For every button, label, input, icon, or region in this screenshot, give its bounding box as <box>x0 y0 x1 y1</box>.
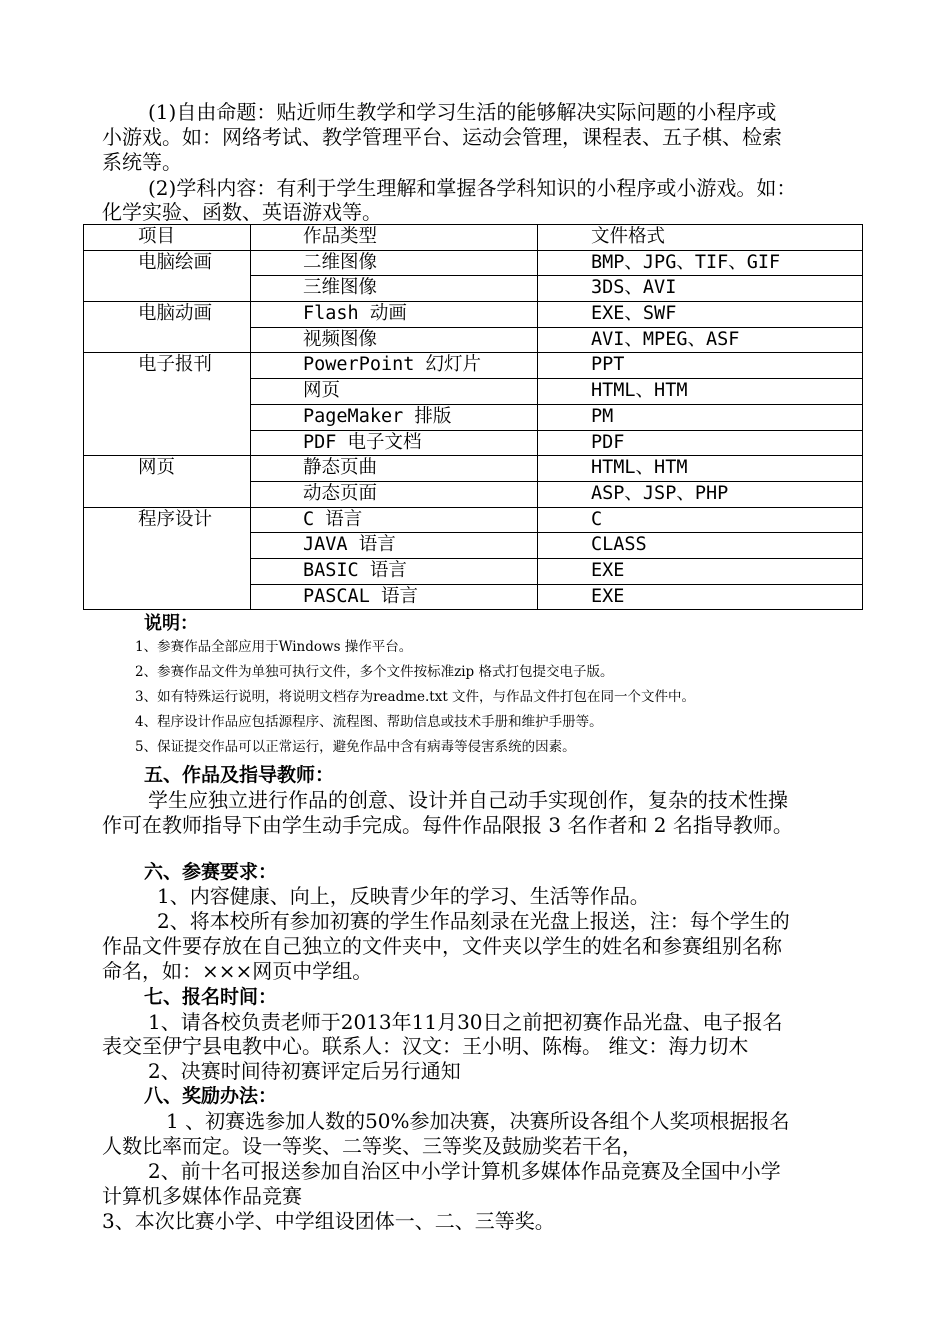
note-item: 1、参赛作品全部应用于Windows 操作平台。 <box>135 639 413 655</box>
section7-item2: 2、决赛时间待初赛评定后另行通知 <box>148 1059 461 1083</box>
format-cell: ASP、JSP、PHP <box>538 481 863 507</box>
type-cell: PASCAL 语言 <box>251 584 538 610</box>
format-cell: PPT <box>538 353 863 379</box>
format-cell: C <box>538 507 863 533</box>
section5-heading: 五、作品及指导教师： <box>144 764 335 786</box>
category-cell: 电子报刊 <box>84 353 251 456</box>
type-cell: 静态页曲 <box>251 456 538 482</box>
note-item: 4、程序设计作品应包括源程序、流程图、帮助信息或技术手册和维护手册等。 <box>135 714 603 730</box>
type-cell: 网页 <box>251 379 538 405</box>
section5-line2: 作可在教师指导下由学生动手完成。每件作品限报 3 名作者和 2 名指导教师。 <box>102 813 793 837</box>
section7-heading: 七、报名时间： <box>144 986 278 1008</box>
type-cell: 动态页面 <box>251 481 538 507</box>
section8-item1-line2: 人数比率而定。设一等奖、二等奖、三等奖及鼓励奖若干名， <box>102 1134 642 1158</box>
section7-item1-line1: 1、请各校负责老师于2013年11月30日之前把初赛作品光盘、电子报名 <box>148 1010 783 1034</box>
format-cell: EXE <box>538 558 863 584</box>
type-cell: BASIC 语言 <box>251 558 538 584</box>
table-row <box>84 507 863 533</box>
format-cell: AVI、MPEG、ASF <box>538 327 863 353</box>
type-cell: PowerPoint 幻灯片 <box>251 353 538 379</box>
type-cell: JAVA 语言 <box>251 533 538 559</box>
intro-p1-line1: (1)自由命题：贴近师生教学和学习生活的能够解决实际问题的小程序或 <box>148 100 777 124</box>
type-cell: 视频图像 <box>251 327 538 353</box>
format-cell: PDF <box>538 430 863 456</box>
table-row <box>84 456 863 482</box>
section6-item1: 1、内容健康、向上，反映青少年的学习、生活等作品。 <box>157 884 650 908</box>
notes-heading: 说明： <box>144 613 198 634</box>
intro-p2-line1: (2)学科内容：有利于学生理解和掌握各学科知识的小程序或小游戏。如： <box>148 176 797 200</box>
note-item: 5、保证提交作品可以正常运行，避免作品中含有病毒等侵害系统的因素。 <box>135 739 576 755</box>
section7-item1-line2: 表交至伊宁县电教中心。联系人：汉文：王小明、陈梅。 维文：海力切木 <box>102 1034 749 1058</box>
section8-item2-line1: 2、前十名可报送参加自治区中小学计算机多媒体作品竞赛及全国中小学 <box>148 1159 781 1183</box>
category-cell: 程序设计 <box>84 507 251 610</box>
category-cell: 网页 <box>84 456 251 507</box>
format-cell: 3DS、AVI <box>538 276 863 302</box>
header-category: 项目 <box>84 225 251 251</box>
table-row <box>84 302 863 328</box>
section8-item1-line1: 1 、初赛选参加人数的50%参加决赛，决赛所设各组个人奖项根据报名 <box>166 1109 790 1133</box>
works-format-table <box>83 224 863 610</box>
section8-item2-line2: 计算机多媒体作品竞赛 <box>102 1184 302 1208</box>
table-row <box>84 353 863 379</box>
section8-item3: 3、本次比赛小学、中学组设团体一、二、三等奖。 <box>102 1209 555 1233</box>
type-cell: 三维图像 <box>251 276 538 302</box>
section5-line1: 学生应独立进行作品的创意、设计并自己动手实现创作，复杂的技术性操 <box>148 788 788 812</box>
header-type: 作品类型 <box>251 225 538 251</box>
table-row <box>84 250 863 276</box>
note-item: 3、如有特殊运行说明，将说明文档存为readme.txt 文件，与作品文件打包在同一个文件中。 <box>135 689 696 705</box>
section6-item2-line1: 2、将本校所有参加初赛的学生作品刻录在光盘上报送，注：每个学生的 <box>157 909 790 933</box>
intro-p2-line2: 化学实验、函数、英语游戏等。 <box>102 200 382 224</box>
intro-p1-line2: 小游戏。如：网络考试、教学管理平台、运动会管理，课程表、五子棋、检索 <box>102 125 782 149</box>
category-cell: 电脑绘画 <box>84 250 251 301</box>
table-header-row <box>84 225 863 251</box>
format-cell: HTML、HTM <box>538 456 863 482</box>
format-cell: PM <box>538 404 863 430</box>
section8-heading: 八、奖励办法： <box>144 1085 278 1107</box>
format-cell: EXE、SWF <box>538 302 863 328</box>
format-cell: HTML、HTM <box>538 379 863 405</box>
format-cell: BMP、JPG、TIF、GIF <box>538 250 863 276</box>
section6-item2-line3: 命名，如：×××网页中学组。 <box>102 959 373 983</box>
section6-item2-line2: 作品文件要存放在自己独立的文件夹中，文件夹以学生的姓名和参赛组别名称 <box>102 934 782 958</box>
header-format: 文件格式 <box>538 225 863 251</box>
type-cell: C 语言 <box>251 507 538 533</box>
type-cell: PDF 电子文档 <box>251 430 538 456</box>
format-cell: EXE <box>538 584 863 610</box>
type-cell: Flash 动画 <box>251 302 538 328</box>
section6-heading: 六、参赛要求： <box>144 861 278 883</box>
type-cell: PageMaker 排版 <box>251 404 538 430</box>
format-cell: CLASS <box>538 533 863 559</box>
intro-p1-line3: 系统等。 <box>102 150 182 174</box>
category-cell: 电脑动画 <box>84 302 251 353</box>
type-cell: 二维图像 <box>251 250 538 276</box>
note-item: 2、参赛作品文件为单独可执行文件，多个文件按标准zip 格式打包提交电子版。 <box>135 664 614 680</box>
